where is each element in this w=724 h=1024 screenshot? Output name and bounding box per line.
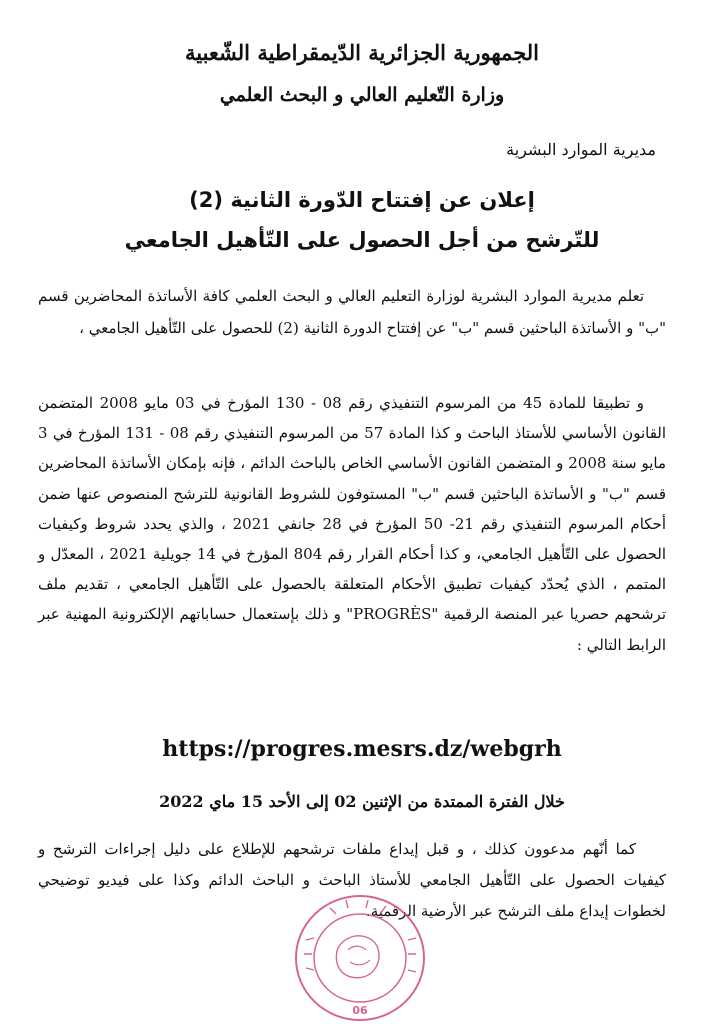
legal-basis-paragraph: و تطبيقا للمادة 45 من المرسوم التنفيذي رقم 08 - 130 المؤرخ في 03 مايو 2008 المتضمن القانون الأساسي للأستاذ الباحث و كذا المادة 57 من المرسوم التنفيذي رقم 08 - 131 المؤرخ في 3 مايو سنة 2008 و المتضمن القانون الأساسي الخاص بالباحث الدائم ، فإنه بإمكان الأساتذة المحاضرين قسم "ب" و الأساتذة الباحثين قسم "ب" المستوفون للشروط القانونية للترشح المنصوص عنها ضمن أحكام المرسوم التنفيذي رقم 21- 50 المؤرخ في 28 جانفي 2021 ، والذي يحدد شروط وكيفيات الحصول على التّأهيل الجامعي، و كذا أحكام القرار رقم 804 المؤرخ في 14 جويلية 2021 ، المعدّل و المتمم ، الذي يُحدّد كيفيات تطبيق الأحكام المتعلقة بالحصول على التّأهيل الجامعي ، تقديم ملف ترشحهم حصريا عبر المنصة الرقمية "PROGRÈS" و ذلك بإستعمال حساباتهم الإلكترونية المهنية عبر الرابط التالي : xyxy=(38,394,667,654)
stamp-inner-ring xyxy=(314,914,406,1002)
republic-header: الجمهورية الجزائرية الدّيمقراطية الشّعبية xyxy=(184,40,539,65)
intro-paragraph: تعلم مديرية الموارد البشرية لوزارة التعليم العالي و البحث العلمي كافة الأساتذة المحاضرين قسم "ب" و الأساتذة الباحثين قسم "ب" عن إفتتاح الدورة الثانية (2) للحصول على التّأهيل الجامعي ، xyxy=(38,287,666,337)
directorate-label: مديرية الموارد البشرية xyxy=(506,140,656,159)
announcement-title: إعلان عن إفتتاح الدّورة الثانية (2) xyxy=(189,188,535,212)
closing-paragraph: كما أنّهم مدعوون كذلك ، و قبل إيداع ملفات ترشحهم للإطلاع على دليل إجراءات الترشح و كيفيات الحصول على التّأهيل الجامعي للأستاذ الباحث و الباحث الدائم وكذا على فيديو توضيحي لخطوات إيداع ملف الترشح عبر الأرضية الرقمية. xyxy=(38,840,666,920)
announcement-subtitle: للتّرشح من أجل الحصول على التّأهيل الجامعي xyxy=(124,228,600,252)
stamp-number: 06 xyxy=(352,1004,368,1017)
official-stamp xyxy=(290,888,430,1024)
ministry-header: وزارة التّعليم العالي و البحث العلمي xyxy=(219,84,505,106)
application-period: خلال الفترة الممتدة من الإثنين 02 إلى الأحد 15 ماي 2022 xyxy=(159,792,565,811)
platform-link[interactable]: https://progres.mesrs.dz/webgrh xyxy=(162,736,562,762)
